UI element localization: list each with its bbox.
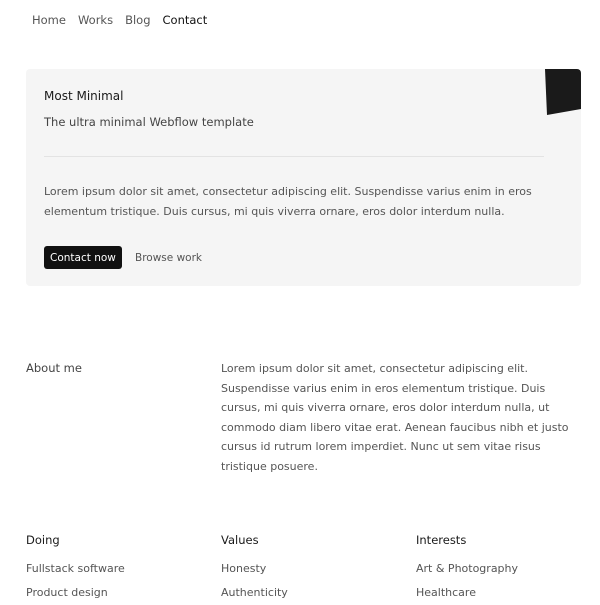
doing-title: Doing [26, 533, 60, 547]
hero-subtitle: The ultra minimal Webflow template [44, 115, 254, 129]
nav-link-contact[interactable]: Contact [162, 13, 208, 27]
values-column [221, 533, 401, 605]
hero-card [26, 69, 581, 286]
doing-column [26, 533, 206, 605]
browse-work-link[interactable]: Browse work [135, 246, 202, 269]
nav-link-home[interactable]: Home [32, 13, 66, 27]
nav-link-works[interactable]: Works [77, 13, 114, 27]
hero-divider [44, 156, 544, 157]
list-item: Product design [26, 586, 108, 599]
values-title: Values [221, 533, 259, 547]
interests-title: Interests [416, 533, 467, 547]
list-item: Healthcare [416, 586, 476, 599]
main-nav [32, 13, 219, 27]
hero-text: Lorem ipsum dolor sit amet, consectetur adipiscing elit. Suspendisse varius enim in eros elementum tristique. Duis cursus, mi quis viverra ornare, eros dolor interdum nulla. [44, 185, 532, 218]
corner-shape-icon [535, 69, 581, 115]
list-item: Fullstack software [26, 562, 125, 575]
contact-now-button[interactable]: Contact now [44, 246, 122, 269]
nav-link-blog[interactable]: Blog [125, 13, 151, 27]
interests-column [416, 533, 596, 605]
about-text: Lorem ipsum dolor sit amet, consectetur adipiscing elit. Suspendisse varius enim in eros elementum tristique. Duis cursus, mi quis viverra ornare, eros dolor interdum nulla, ut commodo diam libero vitae erat. Aenean faucibus nibh et justo cursus id rutrum lorem imperdiet. Nunc ut sem vitae risus tristique posuere. [221, 362, 569, 473]
about-label: About me [26, 361, 82, 375]
list-item: Authenticity [221, 586, 288, 599]
list-item: Honesty [221, 562, 267, 575]
hero-title: Most Minimal [44, 89, 124, 103]
list-item: Art & Photography [416, 562, 519, 575]
